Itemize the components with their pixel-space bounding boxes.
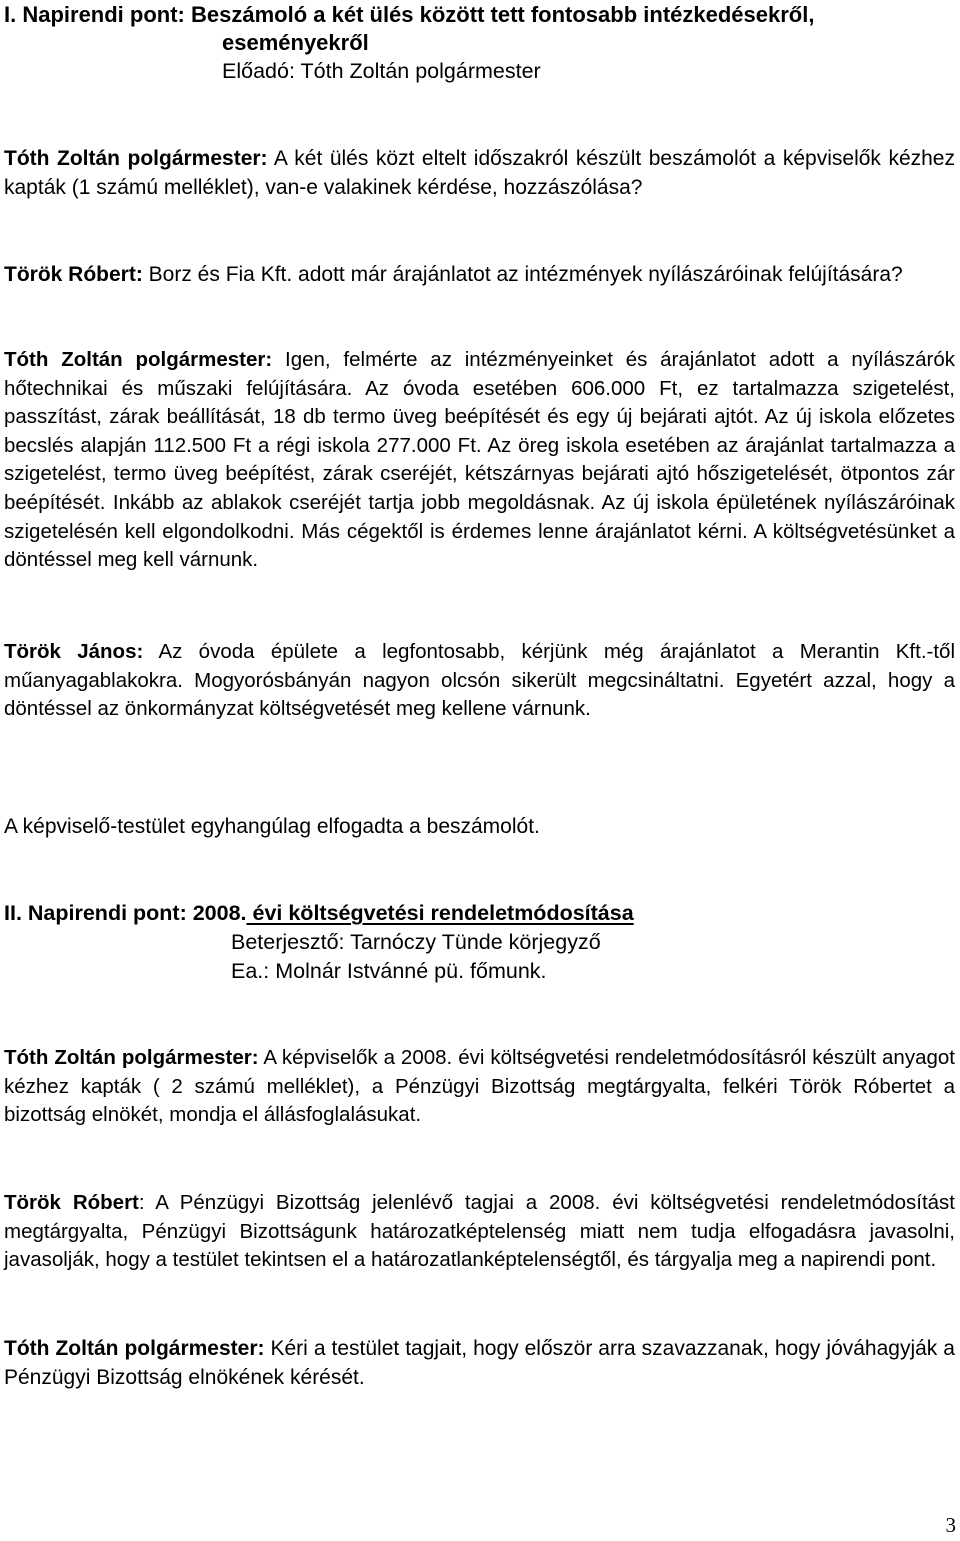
section-2-title-prefix: II. Napirendi pont: 2008. [4, 901, 247, 925]
resolution-1: A képviselő-testület egyhangúlag elfogadta a beszámolót. [4, 815, 540, 838]
paragraph-2 [4, 260, 955, 289]
section-2-title [4, 899, 955, 927]
paragraph-text: : A Pénzügyi Bizottság jelenlévő tagjai a 2008. évi költségvetési rendeletmódosítást megtárgyalta, Pénzügyi Bizottságunk határozatképtelenség miatt nem tudja elfogadásra javasolni, javasolják, hogy a testület tekintsen el a határozatlanképtelenségtől, és tárgyalja meg a napirendi pont. [4, 1191, 955, 1272]
speaker: Tóth Zoltán polgármester: [4, 1337, 265, 1360]
speaker: Török Róbert: [4, 263, 143, 286]
speaker: Tóth Zoltán polgármester: [4, 147, 268, 170]
section-1-title [4, 1, 955, 57]
paragraph-5 [4, 1044, 955, 1130]
section-2-title-rest: évi költségvetési rendeletmódosítása [246, 901, 634, 925]
paragraph-text: Borz és Fia Kft. adott már árajánlatot az intézmények nyílászáróinak felújítására? [142, 263, 903, 286]
paragraph-text: Igen, felmérte az intézményeinket és árajánlatot adott a nyílászárók hőtechnikai és műszaki felújítására. Az óvoda esetében 606.000 Ft, ez tartalmazza szigetelést, passzítást, zárak beállítását, 18 db termo üveg beépítését és egy új bejárati ajtót. Az új iskola előzetes becslés alapján 112.500 Ft a régi iskola 277.000 Ft. Az öreg iskola esetében az árajánlat tartalmazza a szigetelést, termo üveg beépítést, zárak cseréjét, kétszárnyas bejárati ajtó hőszigetelését, ötpontos zár beépítését. Inkább az ablakok cseréjét tartja jobb megoldásnak. Az új iskola épületének nyílászáróinak szigetelésén kell elgondolkodni. Más cégektől is érdemes lenne árajánlatot kérni. A költségvetésünket a döntéssel meg kell várnunk. [4, 348, 955, 572]
paragraph-text: A két ülés közt eltelt időszakról készült beszámolót a képviselők kézhez kapták (1 számú melléklet), van-e valakinek kérdése, hozzászólása? [4, 147, 955, 199]
paragraph-1 [4, 144, 955, 202]
speaker: Tóth Zoltán polgármester: [4, 348, 273, 371]
speaker: Török Róbert [4, 1191, 139, 1214]
speaker: Török János: [4, 640, 144, 663]
page-number: 3 [945, 1513, 956, 1537]
paragraph-7 [4, 1334, 955, 1392]
paragraph-3 [4, 346, 955, 575]
section-2-submitter: Beterjesztő: Tarnóczy Tünde körjegyző [231, 930, 601, 954]
paragraph-4 [4, 638, 955, 724]
section-1-title-line1: I. Napirendi pont: Beszámoló a két ülés között tett fontosabb intézkedésekről, [4, 2, 815, 27]
paragraph-6 [4, 1189, 955, 1275]
paragraph-text: Kéri a testület tagjait, hogy először arra szavazzanak, hogy jóváhagyják a Pénzügyi Bizottság elnökének kérését. [4, 1337, 955, 1389]
speaker: Tóth Zoltán polgármester: [4, 1046, 259, 1069]
section-1-title-line2: eseményekről [222, 30, 369, 55]
section-2-assistant: Ea.: Molnár Istvánné pü. főmunk. [231, 959, 547, 983]
paragraph-text: Az óvoda épülete a legfontosabb, kérjünk még árajánlatot a Merantin Kft.-től műanyagablakokra. Mogyorósbányán nagyon olcsón sikerült megcsináltatni. Egyetért azzal, hogy a döntéssel az önkormányzat költségvetését meg kellene várnunk. [4, 640, 955, 721]
section-1-presenter: Előadó: Tóth Zoltán polgármester [222, 59, 541, 83]
paragraph-text: A képviselők a 2008. évi költségvetési rendeletmódosításról készült anyagot kézhez kapták ( 2 számú melléklet), a Pénzügyi Bizottság megtárgyalta, felkéri Török Róbertet a bizottság elnökét, mondja el állásfoglalásukat. [4, 1046, 955, 1127]
